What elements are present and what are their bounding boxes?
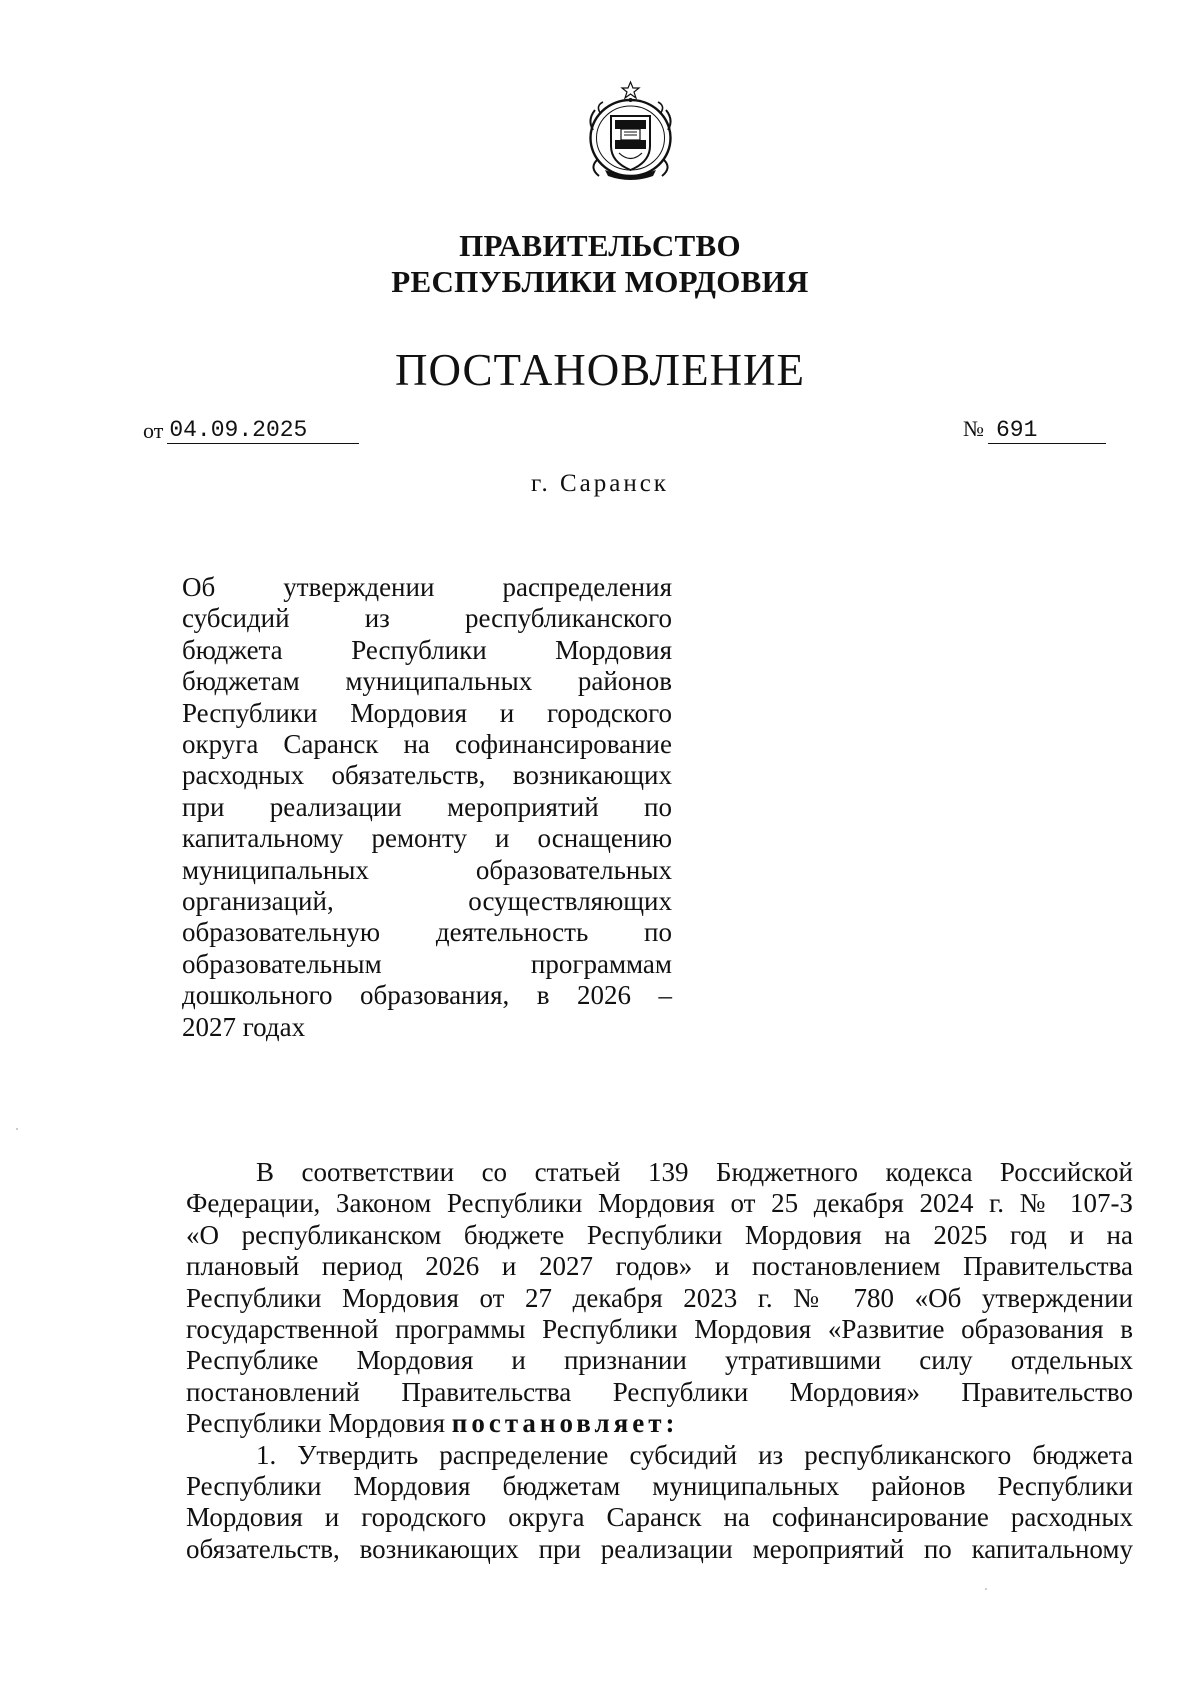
- preamble-line: постановлений Правительства Республики Мордовия» Правительство: [186, 1376, 1133, 1407]
- subject-line: муниципальных образовательных: [182, 854, 672, 885]
- item-line: Мордовия и городского округа Саранск на софинансирование расходных: [186, 1502, 1133, 1533]
- subject-line: капитальному ремонту и оснащению: [182, 823, 672, 854]
- preamble-line: Республике Мордовия и признании утратившими силу отдельных: [186, 1345, 1133, 1376]
- scan-speck: [985, 1588, 987, 1590]
- number-prefix: №: [963, 416, 984, 441]
- scan-speck: [16, 1128, 18, 1130]
- subject-line: Об утверждении распределения: [182, 572, 672, 602]
- date-prefix: от: [143, 418, 164, 443]
- item-line: обязательств, возникающих при реализации мероприятий по капитальному: [186, 1533, 1133, 1564]
- document-body: [186, 1157, 1133, 1565]
- date-value: 04.09.2025: [167, 417, 359, 444]
- preamble-line: Федерации, Законом Республики Мордовия от 25 декабря 2024 г. № 107-З: [186, 1188, 1133, 1219]
- document-date: [143, 416, 359, 444]
- coat-of-arms-icon: [583, 80, 678, 185]
- preamble-last-line: [186, 1408, 1133, 1439]
- preamble-line: В соответствии со статьей 139 Бюджетного кодекса Российской: [256, 1157, 1133, 1187]
- preamble-line: государственной программы Республики Мордовия «Развитие образования в: [186, 1314, 1133, 1345]
- subject-line: при реализации мероприятий по: [182, 791, 672, 822]
- resolves-word: постановляет:: [451, 1408, 679, 1439]
- subject-line: бюджета Республики Мордовия: [182, 634, 672, 665]
- item-line: Республики Мордовия бюджетам муниципальных районов Республики: [186, 1471, 1133, 1502]
- subject-line: расходных обязательств, возникающих: [182, 760, 672, 791]
- subject-line: субсидий из республиканского: [182, 603, 672, 634]
- city-name: г. Саранск: [531, 470, 669, 497]
- organization-name-line2: РЕСПУБЛИКИ МОРДОВИЯ: [391, 264, 809, 299]
- subject-line: дошкольного образования, в 2026 –: [182, 980, 672, 1011]
- preamble-line: Республики Мордовия от 27 декабря 2023 г. № 780 «Об утверждении: [186, 1282, 1133, 1313]
- preamble-line: плановый период 2026 и 2027 годов» и постановлением Правительства: [186, 1251, 1133, 1282]
- item-line: 1. Утвердить распределение субсидий из республиканского бюджета: [256, 1439, 1133, 1470]
- preamble-line: «О республиканском бюджете Республики Мордовия на 2025 год и на: [186, 1219, 1133, 1250]
- subject-line: округа Саранск на софинансирование: [182, 729, 672, 760]
- subject-line: Республики Мордовия и городского: [182, 697, 672, 728]
- subject-line: образовательную деятельность по: [182, 917, 672, 948]
- number-value: 691: [988, 417, 1106, 444]
- subject-line: 2027 годах: [182, 1011, 306, 1042]
- document-number: [963, 416, 1106, 444]
- document-type-title: ПОСТАНОВЛЕНИЕ: [394, 345, 806, 395]
- subject-line: образовательным программам: [182, 948, 672, 979]
- subject-line: организаций, осуществляющих: [182, 886, 672, 917]
- organization-name-line1: ПРАВИТЕЛЬСТВО: [459, 228, 741, 263]
- document-subject: [182, 572, 672, 1043]
- subject-line: бюджетам муниципальных районов: [182, 666, 672, 697]
- preamble-last-text: Республики Мордовия: [186, 1408, 452, 1439]
